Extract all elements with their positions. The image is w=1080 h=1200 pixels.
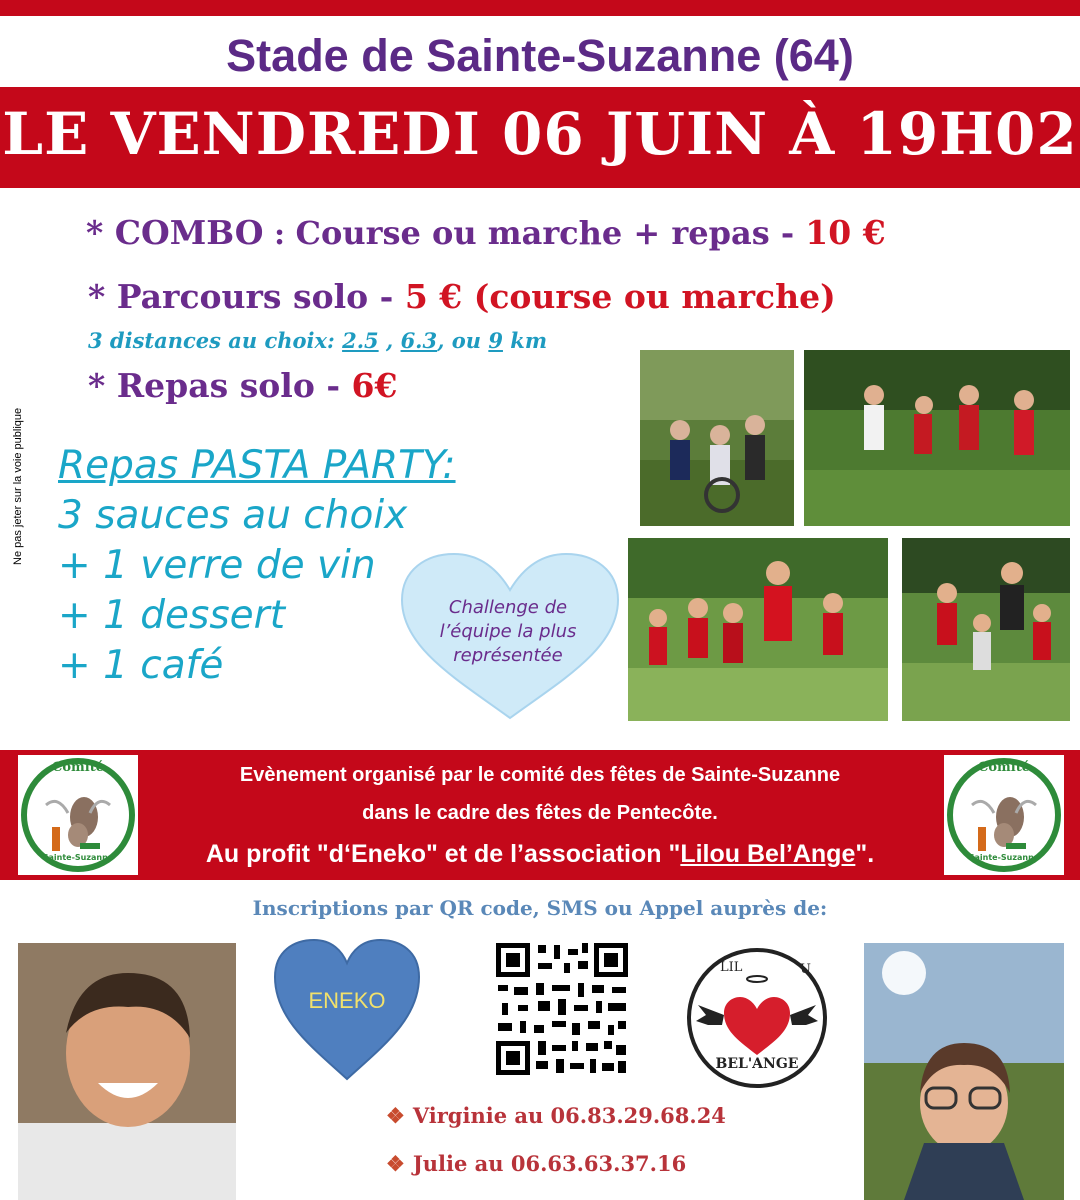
- event-photo: [640, 350, 794, 526]
- lilou-link: Lilou Bel’Ange: [680, 840, 856, 868]
- distances: 3 distances au choix: 2.5 , 6.3, ou 9 km: [88, 328, 548, 353]
- child-photo-eneko: [18, 943, 236, 1200]
- eneko-label: ENEKO: [308, 988, 386, 1013]
- repas-price: 6€: [351, 366, 398, 405]
- pasta-item: + 1 verre de vin: [58, 543, 376, 588]
- lilou-logo-top: LIL: [720, 960, 743, 975]
- organizer-line-2: dans le cadre des fêtes de Pentecôte.: [362, 802, 718, 824]
- event-photo: [628, 538, 888, 721]
- qr-code-icon[interactable]: [494, 941, 630, 1077]
- venue-title: Stade de Sainte-Suzanne (64): [226, 30, 854, 81]
- pasta-title: Repas PASTA PARTY:: [58, 443, 456, 488]
- top-banner: [0, 0, 1080, 16]
- comite-logo-bottom: Sainte-Suzanne: [42, 853, 114, 862]
- event-photo: [804, 350, 1070, 526]
- side-note: Ne pas jeter sur la voie publique: [12, 407, 24, 565]
- offer-repas: * Repas solo - 6€: [88, 366, 398, 405]
- pasta-item: + 1 dessert: [58, 593, 285, 638]
- contact-julie[interactable]: ❖ Julie au 06.63.63.37.16: [386, 1151, 687, 1176]
- comite-logo-top: Comité: [52, 760, 104, 775]
- event-date: LE VENDREDI 06 JUIN À 19H02: [2, 100, 1078, 168]
- combo-price: 10 €: [805, 213, 886, 252]
- organizer-line-1: Evènement organisé par le comité des fêtes de Sainte-Suzanne: [239, 764, 841, 786]
- comite-logo-top: Comité: [978, 760, 1030, 775]
- offer-solo: * Parcours solo - 5 € (course ou marche): [88, 277, 836, 316]
- child-photo-lilou: [864, 943, 1064, 1200]
- organizer-line-3: Au profit "d‘Eneko" et de l’association "Lilou Bel’Ange".: [205, 840, 875, 868]
- comite-logo-bottom: Sainte-Suzanne: [968, 853, 1040, 862]
- pasta-item: + 1 café: [58, 643, 224, 688]
- contact-virginie[interactable]: ❖ Virginie au 06.83.29.68.24: [386, 1103, 726, 1128]
- event-photo: [902, 538, 1070, 721]
- pasta-item: 3 sauces au choix: [58, 493, 408, 538]
- offer-combo: * COMBO : Course ou marche + repas - 10 €: [86, 213, 886, 252]
- challenge-text: Challenge de l’équipe la plus représentée: [439, 597, 577, 666]
- lilou-logo-bottom: BEL'ANGE: [715, 1056, 799, 1072]
- inscriptions-title: Inscriptions par QR code, SMS ou Appel auprès de:: [252, 896, 828, 920]
- lilou-logo-top-right: U: [800, 962, 811, 977]
- solo-price: 5 € (course ou marche): [404, 277, 836, 316]
